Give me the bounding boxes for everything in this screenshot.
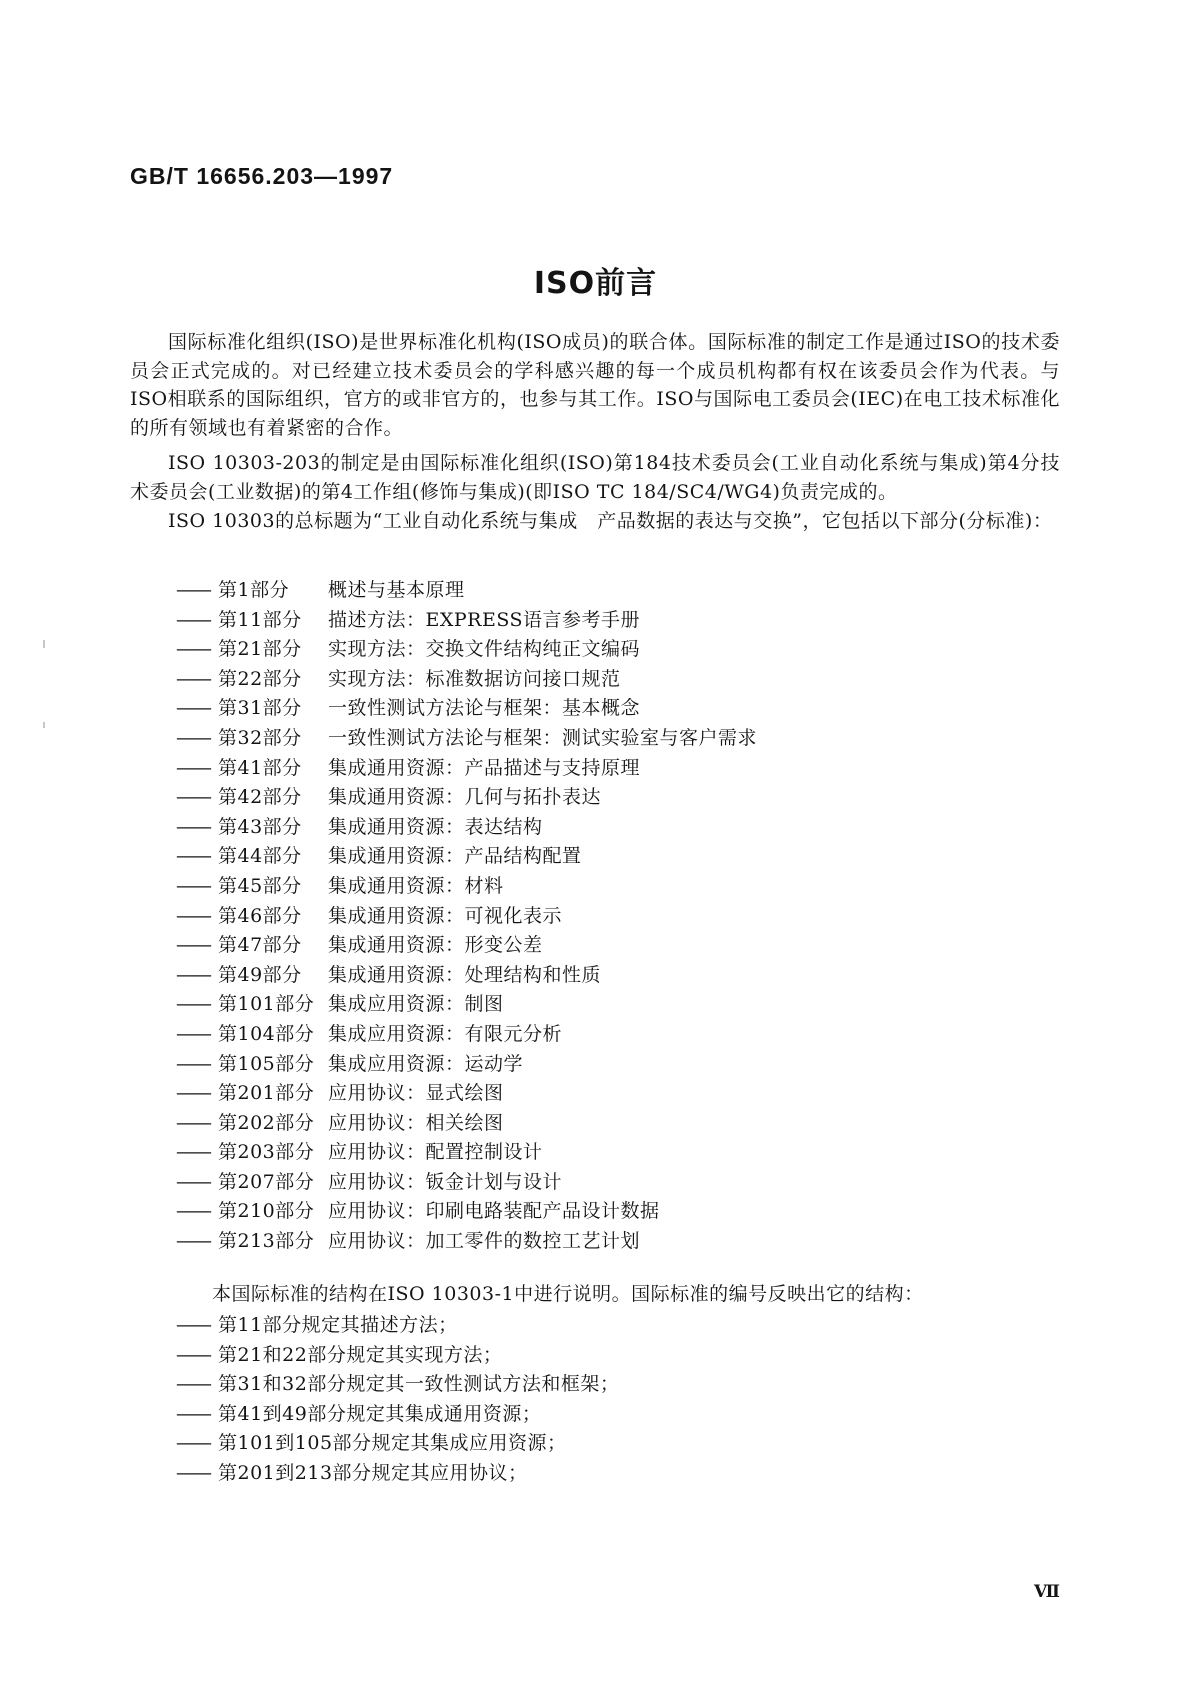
part-title: 集成应用资源：制图 [328, 993, 504, 1016]
page-title: ISO前言 [533, 266, 658, 301]
part-number: 第32部分 [218, 726, 302, 749]
list-dash: —— [176, 1373, 210, 1396]
list-dash: —— [176, 1343, 210, 1366]
structure-list [176, 1311, 619, 1489]
part-list-item [176, 872, 757, 902]
part-number: 第44部分 [218, 845, 302, 868]
part-title: 集成通用资源：形变公差 [328, 934, 543, 957]
part-list-item [176, 694, 757, 724]
structure-item-text: 第41到49部分规定其集成通用资源； [218, 1402, 542, 1425]
structure-list-item [176, 1370, 619, 1400]
part-list-item [176, 754, 757, 784]
part-title: 集成通用资源：材料 [328, 874, 504, 897]
structure-list-item [176, 1400, 619, 1430]
part-title: 应用协议：加工零件的数控工艺计划 [328, 1230, 641, 1253]
parts-list [176, 576, 757, 1257]
structure-list-item [176, 1429, 619, 1459]
part-number: 第49部分 [218, 963, 302, 986]
part-number: 第21部分 [218, 638, 302, 661]
list-dash: —— [176, 1200, 210, 1223]
list-dash: —— [176, 726, 210, 749]
part-number: 第41部分 [218, 756, 302, 779]
part-title: 集成通用资源：处理结构和性质 [328, 963, 602, 986]
structure-item-text: 第11部分规定其描述方法； [218, 1314, 458, 1336]
part-title: 应用协议：相关绘图 [328, 1111, 504, 1134]
list-dash: —— [176, 1402, 210, 1425]
list-dash: —— [176, 608, 210, 631]
part-title: 实现方法：交换文件结构纯正文编码 [328, 638, 641, 661]
part-title: 集成通用资源：表达结构 [328, 815, 543, 838]
part-number: 第207部分 [218, 1170, 315, 1193]
part-list-item [176, 1138, 757, 1168]
structure-list-item [176, 1341, 619, 1371]
list-dash: —— [176, 934, 210, 957]
part-title: 集成应用资源：运动学 [328, 1052, 524, 1075]
part-number: 第31部分 [218, 697, 302, 720]
structure-item-text: 第201到213部分规定其应用协议； [218, 1461, 528, 1484]
part-list-item [176, 902, 757, 932]
list-dash: —— [176, 1022, 210, 1045]
list-dash: —— [176, 845, 210, 868]
list-dash: —— [176, 756, 210, 779]
part-number: 第210部分 [218, 1200, 315, 1223]
part-title: 描述方法：EXPRESS语言参考手册 [328, 608, 641, 631]
part-title: 实现方法：标准数据访问接口规范 [328, 667, 621, 690]
list-dash: —— [176, 1461, 210, 1484]
part-list-item [176, 665, 757, 695]
list-dash: —— [176, 993, 210, 1016]
part-number: 第47部分 [218, 934, 302, 957]
paragraph-structure: 本国际标准的结构在ISO 10303-1中进行说明。国际标准的编号反映出它的结构： [212, 1283, 924, 1305]
part-list-item [176, 1168, 757, 1198]
part-list-item [176, 813, 757, 843]
part-list-item [176, 1050, 757, 1080]
structure-list-item [176, 1459, 619, 1489]
part-title: 应用协议：配置控制设计 [328, 1141, 543, 1164]
list-dash: —— [176, 638, 210, 661]
part-number: 第42部分 [218, 786, 302, 809]
list-dash: —— [176, 1170, 210, 1193]
structure-list-item [176, 1311, 619, 1341]
part-title: 集成通用资源：产品结构配置 [328, 845, 582, 868]
standard-code: GB/T 16656.203—1997 [130, 163, 394, 189]
structure-item-text: 第31和32部分规定其一致性测试方法和框架； [218, 1373, 620, 1396]
page-number: Ⅶ [1034, 1582, 1060, 1602]
part-number: 第1部分 [218, 579, 290, 601]
list-dash: —— [176, 1082, 210, 1105]
part-number: 第105部分 [218, 1052, 315, 1075]
part-number: 第46部分 [218, 904, 302, 927]
part-list-item [176, 724, 757, 754]
part-title: 一致性测试方法论与框架：测试实验室与客户需求 [328, 726, 758, 749]
part-number: 第202部分 [218, 1111, 315, 1134]
part-list-item [176, 842, 757, 872]
part-list-item [176, 576, 757, 606]
part-list-item [176, 1079, 757, 1109]
list-dash: —— [176, 1052, 210, 1075]
part-list-item [176, 783, 757, 813]
list-dash: —— [176, 815, 210, 838]
list-dash: —— [176, 1230, 210, 1253]
part-list-item [176, 1197, 757, 1227]
list-dash: —— [176, 1432, 210, 1455]
part-title: 集成通用资源：可视化表示 [328, 904, 563, 927]
part-list-item [176, 990, 757, 1020]
scan-edge-mark-1 [43, 640, 45, 648]
scan-edge-mark-2 [43, 722, 45, 728]
part-title: 应用协议：显式绘图 [328, 1082, 504, 1105]
paragraph-iso-intro: 国际标准化组织(ISO)是世界标准化机构(ISO成员)的联合体。国际标准的制定工作是通过ISO的技术委员会正式完成的。对已经建立技术委员会的学科感兴趣的每一个成员机构都有权在该委员会作为代表。与ISO相联系的国际组织，官方的或非官方的，也参与其工作。ISO与国际电工委员会(IEC)在电工技术标准化的所有领域也有着紧密的合作。 [130, 331, 1060, 439]
part-number: 第43部分 [218, 815, 302, 838]
part-title: 集成通用资源：几何与拓扑表达 [328, 786, 602, 809]
structure-item-text: 第101到105部分规定其集成应用资源； [218, 1432, 567, 1455]
part-title: 集成应用资源：有限元分析 [328, 1022, 563, 1045]
part-title: 应用协议：印刷电路装配产品设计数据 [328, 1200, 660, 1223]
structure-item-text: 第21和22部分规定其实现方法； [218, 1343, 503, 1366]
part-title: 概述与基本原理 [328, 579, 465, 601]
part-list-item [176, 1020, 757, 1050]
part-number: 第213部分 [218, 1230, 315, 1253]
part-list-item [176, 961, 757, 991]
part-number: 第201部分 [218, 1082, 315, 1105]
part-title: 应用协议：钣金计划与设计 [328, 1170, 563, 1193]
paragraph-preparation: ISO 10303-203的制定是由国际标准化组织(ISO)第184技术委员会(工业自动化系统与集成)第4分技术委员会(工业数据)的第4工作组(修饰与集成)(即ISO TC 184/SC4/WG4)负责完成的。 [130, 452, 1060, 503]
part-number: 第203部分 [218, 1141, 315, 1164]
list-dash: —— [176, 1314, 210, 1336]
part-list-item [176, 1227, 757, 1257]
part-list-item [176, 1109, 757, 1139]
list-dash: —— [176, 1111, 210, 1134]
list-dash: —— [176, 697, 210, 720]
part-number: 第22部分 [218, 667, 302, 690]
list-dash: —— [176, 874, 210, 897]
list-dash: —— [176, 786, 210, 809]
part-list-item [176, 635, 757, 665]
part-title: 一致性测试方法论与框架：基本概念 [328, 697, 641, 720]
list-dash: —— [176, 579, 210, 601]
list-dash: —— [176, 904, 210, 927]
part-number: 第11部分 [218, 608, 302, 631]
part-number: 第101部分 [218, 993, 315, 1016]
part-number: 第45部分 [218, 874, 302, 897]
list-dash: —— [176, 667, 210, 690]
part-number: 第104部分 [218, 1022, 315, 1045]
part-title: 集成通用资源：产品描述与支持原理 [328, 756, 641, 779]
paragraph-general-title: ISO 10303的总标题为“工业自动化系统与集成 产品数据的表达与交换”，它包括以下部分(分标准)： [168, 510, 1053, 532]
part-list-item [176, 606, 757, 636]
part-list-item [176, 931, 757, 961]
list-dash: —— [176, 963, 210, 986]
list-dash: —— [176, 1141, 210, 1164]
